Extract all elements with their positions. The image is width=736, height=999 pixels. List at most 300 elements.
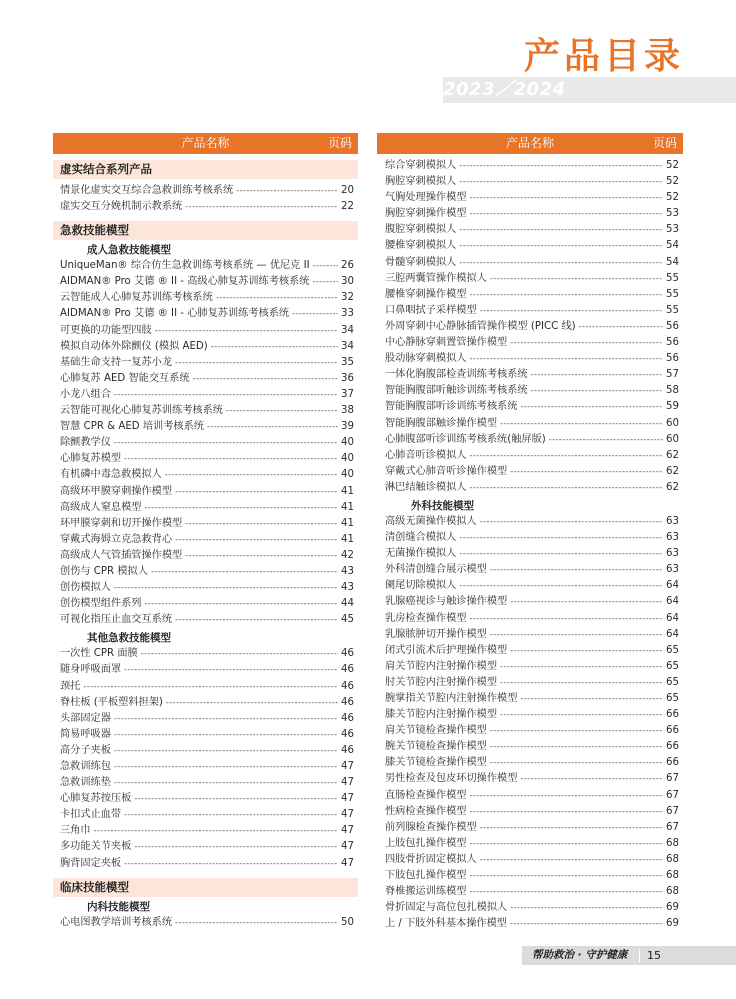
dot-leader xyxy=(470,836,664,852)
toc-entry[interactable] xyxy=(377,383,683,399)
entry-name: 四肢骨折固定模拟人 xyxy=(385,853,477,865)
entry-page-number: 68 xyxy=(666,870,679,882)
toc-entry[interactable] xyxy=(377,158,683,174)
entry-page-number: 56 xyxy=(666,353,679,365)
entry-name: 腹腔穿刺模拟人 xyxy=(385,224,457,236)
dot-leader xyxy=(185,548,338,564)
toc-entry[interactable] xyxy=(53,775,358,791)
entry-page-number: 58 xyxy=(666,385,679,397)
column-header-page: 页码 xyxy=(327,136,352,150)
dot-leader xyxy=(470,351,664,367)
entry-name: 闭式引流术后护理操作模型 xyxy=(385,644,508,656)
entry-page-number: 37 xyxy=(341,388,354,400)
dot-leader xyxy=(510,916,663,932)
toc-entry[interactable] xyxy=(377,448,683,464)
entry-page-number: 36 xyxy=(341,372,354,384)
toc-entry[interactable] xyxy=(53,695,358,711)
toc-entry[interactable] xyxy=(377,627,683,643)
toc-entry[interactable] xyxy=(377,206,683,222)
dot-leader xyxy=(124,662,338,678)
entry-page-number: 47 xyxy=(341,809,354,821)
dot-leader xyxy=(531,383,663,399)
dot-leader xyxy=(470,884,664,900)
toc-entry[interactable] xyxy=(377,707,683,723)
dot-leader xyxy=(459,530,663,546)
toc-entry[interactable] xyxy=(53,484,358,500)
subcategory-heading: 成人急救技能模型 xyxy=(87,244,171,257)
entry-page-number: 63 xyxy=(666,515,679,527)
toc-entry[interactable] xyxy=(377,530,683,546)
entry-name: 直肠检查操作模型 xyxy=(385,789,467,801)
entry-name: 上 / 下肢外科基本操作模型 xyxy=(385,918,507,930)
entry-name: 心肺腹部听诊训练考核系统(触屏版) xyxy=(385,433,546,445)
toc-entry[interactable] xyxy=(377,675,683,691)
toc-entry[interactable] xyxy=(53,856,358,872)
dot-leader xyxy=(114,580,338,596)
toc-entry[interactable] xyxy=(53,662,358,678)
dot-leader xyxy=(459,158,663,174)
entry-name: 情景化虚实交互综合急救训练考核系统 xyxy=(60,185,234,196)
toc-entry[interactable] xyxy=(53,915,358,931)
entry-name: 中心静脉穿刺置管操作模型 xyxy=(385,337,508,349)
entry-name: 膝关节镜检查操作模型 xyxy=(385,757,487,769)
entry-page-number: 44 xyxy=(341,598,354,610)
dot-leader xyxy=(459,238,663,254)
entry-page-number: 65 xyxy=(666,676,679,688)
dot-leader xyxy=(480,514,663,530)
dot-leader xyxy=(480,303,663,319)
entry-page-number: 64 xyxy=(666,596,679,608)
dot-leader xyxy=(141,646,338,662)
entry-page-number: 69 xyxy=(666,918,679,930)
toc-entry[interactable] xyxy=(377,788,683,804)
dot-leader xyxy=(470,448,664,464)
toc-entry[interactable] xyxy=(53,759,358,775)
toc-entry[interactable] xyxy=(53,339,358,355)
toc-entry[interactable] xyxy=(53,371,358,387)
entry-page-number: 34 xyxy=(341,324,354,336)
dot-leader xyxy=(531,367,663,383)
footer-slogan: 帮助救治 · 守护健康 xyxy=(532,949,628,961)
entry-name: 腰椎穿刺模拟人 xyxy=(385,240,457,252)
entry-name: 模拟自动体外除颤仪 (模拟 AED) xyxy=(60,340,208,352)
entry-page-number: 41 xyxy=(341,501,354,513)
dot-leader xyxy=(470,190,664,206)
dot-leader xyxy=(490,723,663,739)
entry-page-number: 41 xyxy=(341,517,354,529)
page-title: 产品目录 xyxy=(523,36,684,77)
entry-page-number: 68 xyxy=(666,837,679,849)
toc-entry[interactable] xyxy=(377,562,683,578)
toc-entry[interactable] xyxy=(53,807,358,823)
entry-page-number: 60 xyxy=(666,417,679,429)
dot-leader xyxy=(193,371,338,387)
category-heading: 虚实结合系列产品 xyxy=(53,160,358,179)
toc-entry[interactable] xyxy=(53,290,358,306)
entry-name: 心电图教学培训考核系统 xyxy=(60,916,173,928)
entry-page-number: 56 xyxy=(666,320,679,332)
dot-leader xyxy=(490,271,663,287)
toc-entry[interactable] xyxy=(53,435,358,451)
toc-entry[interactable] xyxy=(377,611,683,627)
entry-page-number: 41 xyxy=(341,533,354,545)
toc-entry[interactable] xyxy=(377,578,683,594)
dot-leader xyxy=(175,612,338,628)
entry-page-number: 52 xyxy=(666,160,679,171)
entry-name: 可更换的功能型四肢 xyxy=(60,324,152,336)
entry-name: 骨折固定与高位包扎模拟人 xyxy=(385,902,508,914)
subcategory-heading: 其他急救技能模型 xyxy=(87,632,171,645)
toc-entry[interactable] xyxy=(53,500,358,516)
subtitle-bar xyxy=(443,77,736,126)
entry-name: 心肺复苏按压板 xyxy=(60,793,132,805)
toc-entry[interactable] xyxy=(377,884,683,900)
entry-name: 心肺复苏 AED 智能交互系统 xyxy=(60,372,190,384)
toc-entry[interactable] xyxy=(53,323,358,339)
entry-name: 创伤模拟人 xyxy=(60,582,111,594)
dot-leader xyxy=(510,464,663,480)
entry-page-number: 20 xyxy=(341,185,354,196)
dot-leader xyxy=(459,222,663,238)
entry-name: 智慧 CPR & AED 培训考核系统 xyxy=(60,421,204,433)
entry-name: 前列腺检查操作模型 xyxy=(385,821,477,833)
toc-entry[interactable] xyxy=(53,646,358,662)
entry-page-number: 46 xyxy=(341,680,354,692)
toc-entry[interactable] xyxy=(377,174,683,190)
entry-name: 膝关节腔内注射操作模型 xyxy=(385,709,498,721)
toc-entry[interactable] xyxy=(377,852,683,868)
entry-page-number: 47 xyxy=(341,825,354,837)
toc-entry[interactable] xyxy=(377,222,683,238)
entry-page-number: 22 xyxy=(341,201,354,213)
entry-page-number: 47 xyxy=(341,841,354,853)
dot-leader xyxy=(165,467,338,483)
entry-page-number: 33 xyxy=(341,308,354,320)
toc-entry[interactable] xyxy=(53,612,358,628)
dot-leader xyxy=(500,416,663,432)
entry-page-number: 55 xyxy=(666,288,679,300)
toc-entry[interactable] xyxy=(53,451,358,467)
dot-leader xyxy=(185,516,338,532)
entry-name: 创伤模型组件系列 xyxy=(60,598,142,610)
entry-name: 胸背固定夹板 xyxy=(60,857,122,869)
entry-name: 穿戴式心肺音听诊操作模型 xyxy=(385,465,508,477)
toc-entry[interactable] xyxy=(377,367,683,383)
toc-entry[interactable] xyxy=(377,238,683,254)
entry-page-number: 46 xyxy=(341,648,354,660)
entry-page-number: 60 xyxy=(666,433,679,445)
entry-page-number: 55 xyxy=(666,272,679,284)
toc-entry[interactable] xyxy=(53,274,358,290)
entry-page-number: 65 xyxy=(666,693,679,704)
toc-entry[interactable] xyxy=(377,594,683,610)
dot-leader xyxy=(490,739,663,755)
dot-leader xyxy=(500,675,663,691)
dot-leader xyxy=(520,399,663,415)
entry-page-number: 62 xyxy=(666,481,679,493)
toc-entry[interactable] xyxy=(377,691,683,707)
toc-entry[interactable] xyxy=(377,836,683,852)
toc-entry[interactable] xyxy=(53,791,358,807)
toc-entry[interactable] xyxy=(377,659,683,675)
toc-entry[interactable] xyxy=(377,255,683,271)
entry-page-number: 52 xyxy=(666,176,679,188)
entry-name: 一次性 CPR 面膜 xyxy=(60,648,138,660)
dot-leader xyxy=(510,594,663,610)
toc-entry[interactable] xyxy=(53,596,358,612)
toc-entry[interactable] xyxy=(53,403,358,419)
toc-entry[interactable] xyxy=(377,319,683,335)
dot-leader xyxy=(226,403,338,419)
toc-entry[interactable] xyxy=(377,514,683,530)
entry-page-number: 68 xyxy=(666,886,679,898)
entry-name: 腰椎穿刺操作模型 xyxy=(385,288,467,300)
dot-leader xyxy=(114,775,338,791)
toc-entry[interactable] xyxy=(53,467,358,483)
entry-name: 虚实交互分娩机制示教系统 xyxy=(60,201,183,213)
entry-name: 下肢包扎操作模型 xyxy=(385,870,467,882)
dot-leader xyxy=(175,915,338,931)
toc-entry[interactable] xyxy=(377,755,683,771)
entry-page-number: 68 xyxy=(666,853,679,865)
toc-entry[interactable] xyxy=(53,711,358,727)
category-heading: 临床技能模型 xyxy=(53,878,358,897)
entry-name: 上肢包扎操作模型 xyxy=(385,837,467,849)
column-header xyxy=(53,133,358,154)
entry-name: 腕关节镜检查操作模型 xyxy=(385,741,487,753)
dot-leader xyxy=(579,319,663,335)
entry-name: 卡扣式止血带 xyxy=(60,809,122,821)
toc-entry[interactable] xyxy=(53,419,358,435)
dot-leader xyxy=(166,695,338,711)
column-header-page: 页码 xyxy=(652,136,677,150)
entry-name: 脊椎搬运训练模型 xyxy=(385,886,467,898)
toc-entry[interactable] xyxy=(377,303,683,319)
entry-page-number: 52 xyxy=(666,192,679,204)
toc-entry[interactable] xyxy=(53,258,358,274)
toc-entry[interactable] xyxy=(377,271,683,287)
entry-name: AIDMAN® Pro 艾德 ® II - 心肺复苏训练考核系统 xyxy=(60,308,290,320)
entry-name: 乳房检查操作模型 xyxy=(385,612,467,624)
dot-leader xyxy=(510,900,663,916)
entry-page-number: 41 xyxy=(341,485,354,497)
dot-leader xyxy=(114,759,338,775)
entry-name: 穿戴式海姆立克急救背心 xyxy=(60,533,173,545)
entry-page-number: 47 xyxy=(341,793,354,805)
entry-page-number: 64 xyxy=(666,580,679,592)
dot-leader xyxy=(490,755,663,771)
entry-page-number: 69 xyxy=(666,902,679,914)
dot-leader xyxy=(134,839,338,855)
entry-page-number: 47 xyxy=(341,857,354,869)
entry-page-number: 63 xyxy=(666,532,679,544)
subcategory-heading: 外科技能模型 xyxy=(411,499,474,512)
entry-page-number: 66 xyxy=(666,741,679,753)
dot-leader xyxy=(94,823,338,839)
entry-name: 高级成人窒息模型 xyxy=(60,501,142,513)
entry-name: 三腔两囊管操作模拟人 xyxy=(385,272,487,284)
entry-name: 可视化指压止血交互系统 xyxy=(60,614,173,626)
subcategory-heading: 内科技能模型 xyxy=(87,900,150,913)
dot-leader xyxy=(500,707,663,723)
entry-page-number: 54 xyxy=(666,240,679,252)
toc-entry[interactable] xyxy=(53,679,358,695)
dot-leader xyxy=(500,659,663,675)
entry-page-number: 54 xyxy=(666,256,679,268)
dot-leader xyxy=(114,387,338,403)
entry-name: 肩关节镜检查操作模型 xyxy=(385,725,487,737)
entry-name: 阑尾切除模拟人 xyxy=(385,580,457,592)
entry-page-number: 59 xyxy=(666,401,679,413)
entry-page-number: 30 xyxy=(341,276,354,288)
toc-entry[interactable] xyxy=(377,771,683,787)
entry-name: 头部固定器 xyxy=(60,712,111,724)
entry-page-number: 63 xyxy=(666,548,679,560)
dot-leader xyxy=(83,679,338,695)
footer xyxy=(522,946,736,965)
toc-entry[interactable] xyxy=(377,643,683,659)
page-number: 15 xyxy=(647,949,661,962)
entry-name: 云智能成人心肺复苏训练考核系统 xyxy=(60,292,213,304)
entry-page-number: 42 xyxy=(341,549,354,561)
dot-leader xyxy=(216,290,338,306)
entry-name: 无菌操作模拟人 xyxy=(385,548,457,560)
entry-page-number: 34 xyxy=(341,340,354,352)
dot-leader xyxy=(185,199,338,215)
entry-page-number: 57 xyxy=(666,369,679,381)
entry-name: 高级环甲膜穿刺操作模型 xyxy=(60,485,173,497)
dot-leader xyxy=(490,627,663,643)
toc-entry[interactable] xyxy=(377,739,683,755)
toc-entry[interactable] xyxy=(53,183,358,199)
toc-entry[interactable] xyxy=(53,839,358,855)
toc-entry[interactable] xyxy=(53,516,358,532)
toc-entry[interactable] xyxy=(377,416,683,432)
entry-name: 乳腺癌视诊与触诊操作模型 xyxy=(385,596,508,608)
toc-entry[interactable] xyxy=(377,723,683,739)
dot-leader xyxy=(114,743,338,759)
entry-page-number: 46 xyxy=(341,728,354,740)
toc-entry[interactable] xyxy=(53,743,358,759)
entry-page-number: 53 xyxy=(666,208,679,220)
toc-entry[interactable] xyxy=(377,916,683,932)
entry-page-number: 62 xyxy=(666,449,679,461)
toc-entry[interactable] xyxy=(377,546,683,562)
dot-leader xyxy=(145,596,339,612)
entry-page-number: 66 xyxy=(666,709,679,721)
dot-leader xyxy=(236,183,338,199)
toc-entry[interactable] xyxy=(53,306,358,322)
entry-page-number: 45 xyxy=(341,614,354,626)
entry-page-number: 39 xyxy=(341,421,354,433)
toc-entry[interactable] xyxy=(53,727,358,743)
entry-name: 外周穿刺中心静脉插管操作模型 (PICC 线) xyxy=(385,320,576,332)
entry-name: 胸腔穿刺操作模型 xyxy=(385,208,467,220)
column-header xyxy=(377,133,683,154)
entry-page-number: 67 xyxy=(666,789,679,801)
entry-name: 颈托 xyxy=(60,680,81,692)
dot-leader xyxy=(114,727,338,743)
entry-name: 外科清创缝合展示模型 xyxy=(385,564,487,576)
dot-leader xyxy=(124,856,338,872)
dot-leader xyxy=(520,691,663,707)
toc-entry[interactable] xyxy=(53,580,358,596)
column-header-name: 产品名称 xyxy=(505,136,554,150)
entry-page-number: 64 xyxy=(666,628,679,640)
toc-entry[interactable] xyxy=(53,564,358,580)
entry-page-number: 26 xyxy=(341,260,354,272)
entry-name: 智能胸腹部听触诊训练考核系统 xyxy=(385,385,528,397)
entry-name: 云智能可视化心肺复苏训练考核系统 xyxy=(60,405,223,417)
dot-leader xyxy=(490,562,663,578)
dot-leader xyxy=(207,419,338,435)
dot-leader xyxy=(175,532,338,548)
entry-name: 智能胸腹部触诊操作模型 xyxy=(385,417,498,429)
dot-leader xyxy=(510,335,663,351)
toc-entry[interactable] xyxy=(377,399,683,415)
entry-page-number: 50 xyxy=(341,916,354,928)
toc-entry[interactable] xyxy=(53,548,358,564)
dot-leader xyxy=(211,339,338,355)
dot-leader xyxy=(470,804,664,820)
dot-leader xyxy=(134,791,338,807)
entry-page-number: 67 xyxy=(666,773,679,785)
toc-entry[interactable] xyxy=(377,820,683,836)
entry-name: 肘关节腔内注射操作模型 xyxy=(385,676,498,688)
right-column xyxy=(377,133,683,932)
toc-entry[interactable] xyxy=(377,287,683,303)
entry-page-number: 40 xyxy=(341,453,354,465)
entry-name: 小龙八组合 xyxy=(60,388,111,400)
entry-page-number: 64 xyxy=(666,612,679,624)
toc-entry[interactable] xyxy=(53,532,358,548)
entry-page-number: 40 xyxy=(341,469,354,481)
entry-name: 急救训练垫 xyxy=(60,777,111,789)
entry-name: 除颤教学仪 xyxy=(60,437,111,449)
entry-page-number: 46 xyxy=(341,696,354,708)
dot-leader xyxy=(175,484,338,500)
entry-name: 创伤与 CPR 模拟人 xyxy=(60,565,148,577)
dot-leader xyxy=(470,611,664,627)
toc-entry[interactable] xyxy=(377,804,683,820)
entry-name: 口鼻咽拭子采样模型 xyxy=(385,304,477,316)
toc-entry[interactable] xyxy=(377,190,683,206)
toc-entry[interactable] xyxy=(53,355,358,371)
entry-name: 男性检查及包皮环切操作模型 xyxy=(385,773,518,785)
entry-page-number: 47 xyxy=(341,777,354,789)
toc-entry[interactable] xyxy=(53,387,358,403)
dot-leader xyxy=(151,564,338,580)
toc-entry[interactable] xyxy=(377,432,683,448)
toc-entry[interactable] xyxy=(377,351,683,367)
dot-leader xyxy=(312,274,338,290)
entry-page-number: 32 xyxy=(341,292,354,304)
category-heading: 急救技能模型 xyxy=(53,221,358,240)
entry-name: 综合穿刺模拟人 xyxy=(385,160,457,171)
toc-entry[interactable] xyxy=(53,199,358,215)
toc-entry[interactable] xyxy=(53,823,358,839)
entry-name: 有机磷中毒急救模拟人 xyxy=(60,469,162,481)
column-header-name: 产品名称 xyxy=(181,136,230,150)
entry-name: 高级成人气管插管操作模型 xyxy=(60,549,183,561)
entry-name: 肩关节腔内注射操作模型 xyxy=(385,660,498,672)
dot-leader xyxy=(470,206,664,222)
toc-entry[interactable] xyxy=(377,480,683,496)
toc-entry[interactable] xyxy=(377,464,683,480)
toc-entry[interactable] xyxy=(377,335,683,351)
toc-entry[interactable] xyxy=(377,868,683,884)
toc-entry[interactable] xyxy=(377,900,683,916)
